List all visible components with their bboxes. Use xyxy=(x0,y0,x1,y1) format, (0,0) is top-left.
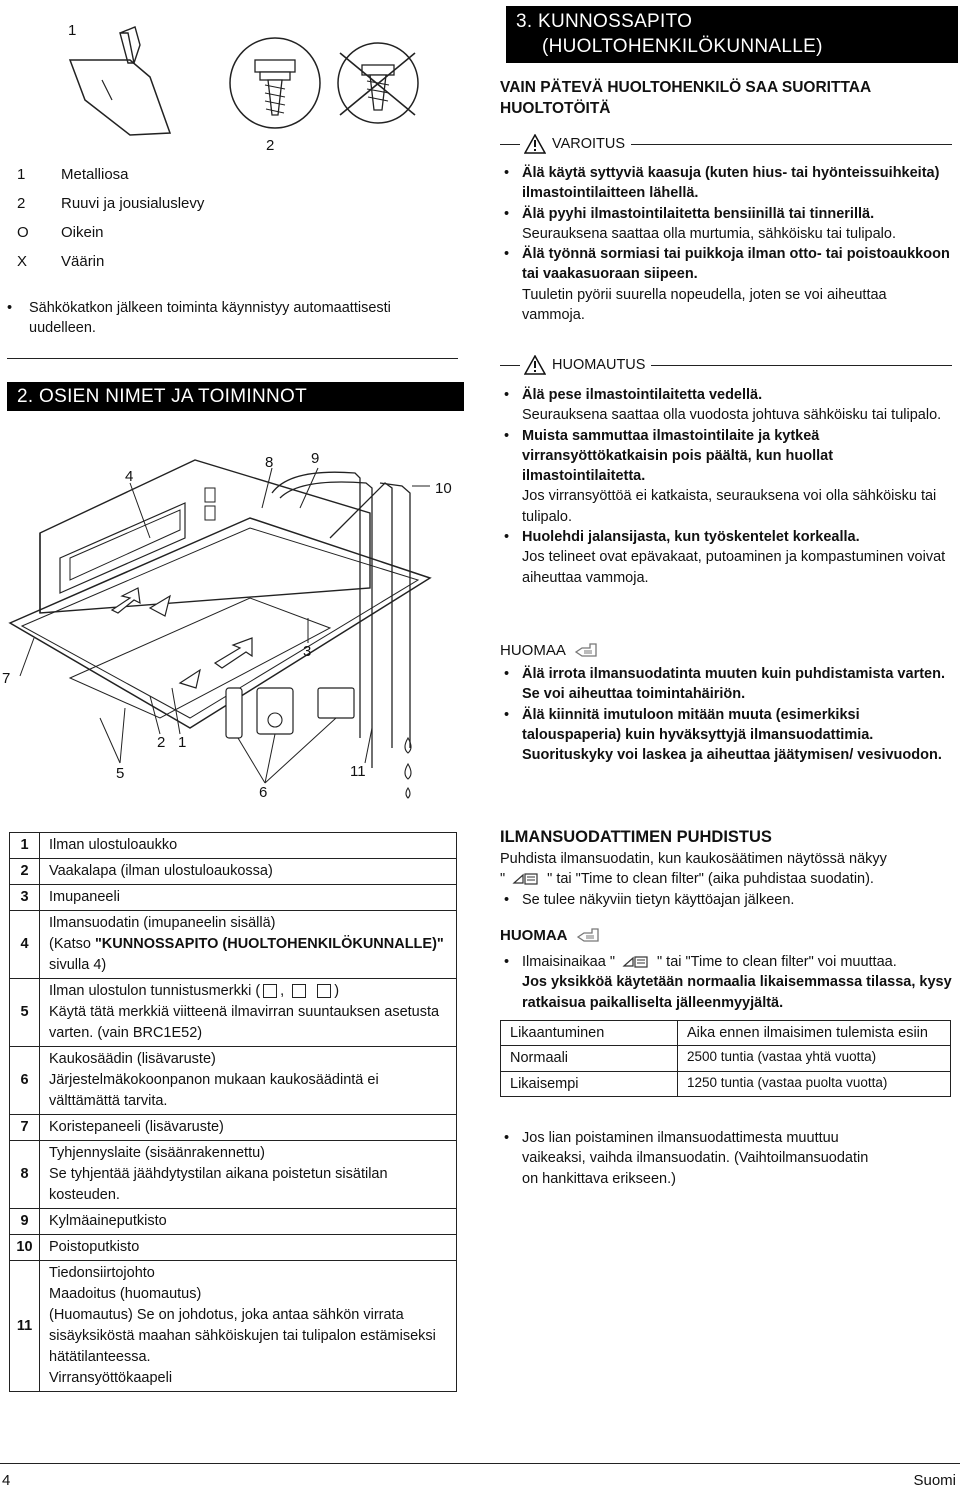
note1-text-bold: • Älä kiinnitä imutuloon mitään muuta (esimerkiksi talouspaperia) kuin hyväksyttyjä ilmansuodattimia. Suorituskyky voi laskea ja aiheuttaa jäätymisen/ vesivuodon. xyxy=(522,706,942,764)
airflow-mark-icon xyxy=(292,984,306,998)
note2-text-suffix: " tai "Time to clean filter" voi muuttaa. xyxy=(657,954,897,970)
section3-title-line2: (HUOLTOHENKILÖKUNNALLE) xyxy=(542,35,823,57)
caution-label: HUOMAUTUS xyxy=(552,357,646,373)
part-description: Koristepaneeli (lisävaruste) xyxy=(40,1115,457,1141)
part-description: Imupaneeli xyxy=(40,885,457,911)
part-description xyxy=(40,979,457,1047)
list-item xyxy=(500,705,952,766)
part-description xyxy=(40,911,457,979)
table-row xyxy=(10,859,457,885)
table-header-cell: Aika ennen ilmaisimen tulemista esiin xyxy=(678,1021,951,1046)
table-row xyxy=(501,1071,951,1096)
note2-line xyxy=(522,952,952,972)
note-hand-icon xyxy=(574,642,600,660)
part-number: 10 xyxy=(10,1235,40,1261)
warning-label: VAROITUS xyxy=(552,136,626,152)
figure2-label-9: 9 xyxy=(311,450,320,467)
list-item: • Jos lian poistaminen ilmansuodattimesta muuttuu vaikeaksi, vaihda ilmansuodatin. (Vaihtoilmansuodatin on hankittava erikseen.) xyxy=(500,1128,880,1189)
airflow-mark-icon xyxy=(317,984,331,998)
part-number: 2 xyxy=(10,859,40,885)
caution-list xyxy=(500,385,952,588)
figure2-label-4: 4 xyxy=(125,468,134,485)
legend-text: Väärin xyxy=(61,253,105,270)
part-line: Tyhjennyslaite (sisäänrakennettu) xyxy=(49,1145,266,1162)
legend-key: 2 xyxy=(17,195,26,212)
filter-intro-line2 xyxy=(500,869,952,889)
note2-list xyxy=(500,952,952,1013)
filter-after-list xyxy=(500,1128,880,1189)
part-number: 11 xyxy=(10,1261,40,1392)
caution-triangle-icon xyxy=(524,355,546,375)
part-number: 3 xyxy=(10,885,40,911)
caution-text: Jos telineet ovat epävakaat, putoaminen ja kompastuminen voivat aiheuttaa vammoja. xyxy=(522,549,946,586)
part-description: Ilman ulostuloaukko xyxy=(40,833,457,859)
list-item: • Se tulee näkyviin tietyn käyttöajan jälkeen. xyxy=(500,890,952,910)
warning-text-bold: • Älä työnnä sormiasi tai puikkoja ilman otto- tai poistoaukkoon tai vaakasuoraan siipeen. xyxy=(522,246,950,283)
part-description: Poistoputkisto xyxy=(40,1235,457,1261)
warning-text: Tuuletin pyörii suurella nopeudella, joten se voi aiheuttaa vammoja. xyxy=(522,286,887,324)
list-item xyxy=(500,426,952,527)
filter-bullet-list xyxy=(500,890,952,910)
filter-sign-icon xyxy=(511,871,541,887)
figure1-label-2: 2 xyxy=(266,137,275,154)
part-number: 1 xyxy=(10,833,40,859)
list-item xyxy=(500,952,952,1013)
filter-interval-table xyxy=(500,1020,951,1097)
figure2-label-11: 11 xyxy=(350,763,366,780)
list-item xyxy=(500,163,952,204)
table-row xyxy=(10,833,457,859)
part-description: Kylmäaineputkisto xyxy=(40,1209,457,1235)
table-cell: Normaali xyxy=(501,1046,678,1071)
warning-text-bold: • Älä pyyhi ilmastointilaitetta bensiinillä tai tinnerillä. xyxy=(522,205,875,222)
part-description: Vaakalapa (ilman ulostuloaukossa) xyxy=(40,859,457,885)
legend-key: 1 xyxy=(17,166,26,183)
part-number: 4 xyxy=(10,911,40,979)
table-row xyxy=(10,979,457,1047)
airflow-mark-icon xyxy=(263,984,277,998)
table-row xyxy=(10,1115,457,1141)
part-line: Kaukosäädin (lisävaruste) xyxy=(49,1051,216,1068)
figure2-label-2: 2 xyxy=(157,734,166,751)
section-divider xyxy=(7,358,458,359)
table-header-cell: Likaantuminen xyxy=(501,1021,678,1046)
part-line: Maadoitus (huomautus) xyxy=(49,1286,202,1303)
section3-title-line1: 3. KUNNOSSAPITO xyxy=(516,11,693,32)
filter-intro-text: " tai "Time to clean filter" (aika puhdistaa suodatin). xyxy=(547,871,874,888)
note-hand-icon xyxy=(576,927,602,945)
table-row xyxy=(10,1261,457,1392)
figure2-label-7: 7 xyxy=(2,670,11,687)
caution-text-bold: • Muista sammuttaa ilmastointilaite ja kytkeä virransyöttökatkaisin pois päältä, kun huollat ilmastointilaitetta. xyxy=(522,427,834,485)
filter-cleaning-title: ILMANSUODATTIMEN PUHDISTUS xyxy=(500,828,772,846)
part-number: 5 xyxy=(10,979,40,1047)
part-line-mid: , xyxy=(280,983,285,1000)
table-row xyxy=(10,1047,457,1115)
part-line: Ilmansuodatin (imupaneelin sisällä) xyxy=(49,915,276,932)
filter-intro-line1: Puhdista ilmansuodatin, kun kaukosäätimen näytössä näkyy xyxy=(500,851,887,867)
list-item xyxy=(500,385,952,426)
note1-text-bold: Se voi aiheuttaa toimintahäiriön. xyxy=(522,686,746,703)
footer-rule xyxy=(0,1463,960,1464)
warning-rule-left xyxy=(500,144,520,145)
part-description xyxy=(40,1141,457,1209)
legend-key: O xyxy=(17,224,29,241)
note2-label: HUOMAA xyxy=(500,927,568,944)
figure2-label-5: 5 xyxy=(116,765,125,782)
caution-header xyxy=(500,355,952,375)
warning-triangle-icon xyxy=(524,134,546,154)
part-line: Se tyhjentää jäähdytystilan aikana poistetun sisätilan kosteuden. xyxy=(49,1166,388,1204)
warning-header xyxy=(500,134,952,154)
part-number: 8 xyxy=(10,1141,40,1209)
warning-rule-right xyxy=(631,144,952,145)
part-ref-prefix: (Katso xyxy=(49,936,95,953)
part-line: Järjestelmäkokoonpanon mukaan kaukosäädintä ei välttämättä tarvita. xyxy=(49,1072,379,1110)
part-number: 7 xyxy=(10,1115,40,1141)
table-row xyxy=(501,1046,951,1071)
table-cell: 2500 tuntia (vastaa yhtä vuotta) xyxy=(678,1046,951,1071)
note1-text-bold: • Älä irrota ilmansuodatinta muuten kuin puhdistamista varten. xyxy=(522,666,945,682)
legend-text: Metalliosa xyxy=(61,166,129,183)
warning-list xyxy=(500,163,952,325)
figure1-label-1: 1 xyxy=(68,22,77,39)
legend-text: Oikein xyxy=(61,224,104,241)
part-description xyxy=(40,1261,457,1392)
table-row xyxy=(10,1235,457,1261)
section3-title xyxy=(506,6,958,63)
part-line: Käytä tätä merkkiä viitteenä ilmavirran suuntauksen asetusta varten. (vain BRC1E52) xyxy=(49,1004,440,1042)
table-row xyxy=(10,885,457,911)
table-cell: 1250 tuntia (vastaa puolta vuotta) xyxy=(678,1071,951,1096)
filter-sign-icon xyxy=(621,954,651,970)
part-line-prefix: Ilman ulostulon tunnistusmerkki ( xyxy=(49,983,261,1000)
note1-list xyxy=(500,664,952,765)
table-row xyxy=(10,1209,457,1235)
legend-row-3 xyxy=(17,222,457,243)
section3-subtitle: VAIN PÄTEVÄ HUOLTOHENKILÖ SAA SUORITTAA HUOLTOTÖITÄ xyxy=(500,79,871,117)
caution-rule-right xyxy=(651,365,952,366)
legend-row-4 xyxy=(17,251,457,272)
warning-text: Seurauksena saattaa olla murtumia, sähköisku tai tulipalo. xyxy=(522,225,896,242)
legend-key: X xyxy=(17,253,28,270)
filter-cleaning-intro xyxy=(500,849,952,890)
figure2-label-1: 1 xyxy=(178,734,187,751)
table-cell: Likaisempi xyxy=(501,1071,678,1096)
section2-title: 2. OSIEN NIMET JA TOIMINNOT xyxy=(7,382,464,411)
part-ref-suffix: sivulla 4) xyxy=(49,957,107,974)
parts-table xyxy=(9,832,457,1392)
note1-label: HUOMAA xyxy=(500,642,566,659)
note2-text-bold: Jos yksikköä käytetään normaalia likaisemmassa tilassa, kysy ratkaisua paikalliselta jälleenmyyjältä. xyxy=(522,974,952,1011)
footer-language: Suomi xyxy=(913,1472,956,1489)
legend-row-2 xyxy=(17,193,457,214)
filter-intro-quote: " xyxy=(500,871,506,888)
note2-header xyxy=(500,925,952,946)
table-row xyxy=(10,911,457,979)
part-description xyxy=(40,1047,457,1115)
mounting-figure xyxy=(10,5,440,155)
table-row xyxy=(501,1021,951,1046)
unit-parts-figure xyxy=(0,438,470,818)
part-line: Virransyöttökaapeli xyxy=(49,1370,173,1387)
part-line: Tiedonsiirtojohto xyxy=(49,1265,155,1282)
caution-text-bold: • Älä pese ilmastointilaitetta vedellä. xyxy=(522,387,763,403)
caution-text: Seurauksena saattaa olla vuodosta johtuva sähköisku tai tulipalo. xyxy=(522,407,942,424)
legend-text: Ruuvi ja jousialuslevy xyxy=(61,195,205,212)
legend-row-1 xyxy=(17,164,457,185)
figure2-label-10: 10 xyxy=(435,480,452,497)
list-item xyxy=(500,204,952,245)
figure2-label-3: 3 xyxy=(303,643,312,660)
table-row xyxy=(10,1141,457,1209)
part-line xyxy=(49,981,447,1002)
note2-text-prefix: Ilmaisinaikaa " xyxy=(522,954,615,970)
caution-text-bold: • Huolehdi jalansijasta, kun työskentelet korkealla. xyxy=(522,529,860,546)
list-item xyxy=(500,244,952,325)
page-number: 4 xyxy=(2,1472,11,1489)
part-line-suffix: ) xyxy=(334,983,340,1000)
list-item xyxy=(500,527,952,588)
note1-header xyxy=(500,640,952,661)
figure2-label-8: 8 xyxy=(265,454,274,471)
part-line: (Huomautus) Se on johdotus, joka antaa sähkön virrata sisäyksiköstä maahan sähköiskujen tai tulipalon estämiseksi hätätilanteessa. xyxy=(49,1307,436,1366)
restart-note: • Sähkökatkon jälkeen toiminta käynnistyy automaattisesti uudelleen. xyxy=(7,298,457,339)
part-number: 6 xyxy=(10,1047,40,1115)
part-line xyxy=(49,934,447,976)
restart-note-text: Sähkökatkon jälkeen toiminta käynnistyy automaattisesti uudelleen. xyxy=(29,300,391,337)
list-item xyxy=(500,664,952,705)
warning-text-bold: Älä käytä syttyviä kaasuja (kuten hius- tai hyönteissuihkeita) ilmastointilaitteen lähellä. xyxy=(522,165,940,202)
part-ref-link: "KUNNOSSAPITO (HUOLTOHENKILÖKUNNALLE)" xyxy=(94,936,444,953)
caution-text: Jos virransyöttöä ei katkaista, seurauksena voi olla sähköisku tai tulipalo. xyxy=(522,488,937,525)
figure2-label-6: 6 xyxy=(259,784,268,801)
part-number: 9 xyxy=(10,1209,40,1235)
caution-rule-left xyxy=(500,365,520,366)
